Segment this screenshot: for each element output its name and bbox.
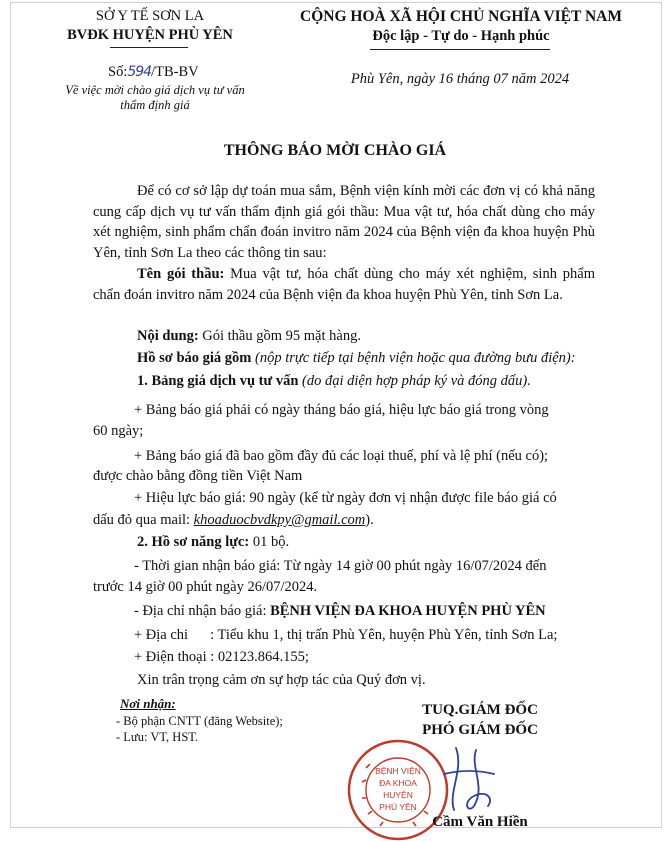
place-date: Phù Yên, ngày 16 tháng 07 năm 2024 <box>350 71 570 87</box>
seal-line: PHÙ YÊN <box>379 802 417 812</box>
package-label: Tên gói thầu: <box>137 266 225 282</box>
motto-underline <box>370 49 550 50</box>
recipients-title: Nơi nhận: <box>120 696 176 711</box>
bullet3-suffix: ). <box>365 512 374 528</box>
content-line <box>137 328 361 345</box>
item1-note: (do đại diện hợp pháp ký và đóng dấu). <box>298 373 531 389</box>
item2-label: 2. Hồ sơ năng lực: <box>137 534 250 550</box>
signer-name: Cầm Văn Hiền <box>432 814 528 830</box>
addr-value: : Tiểu khu 1, thị trấn Phù Yên, huyện Phù Yên, tỉnh Sơn La; <box>210 627 558 643</box>
intro-paragraph <box>93 181 595 263</box>
dossier-line <box>137 350 576 367</box>
address-label: - Địa chỉ nhận báo giá: <box>134 603 271 619</box>
seal-line: HUYỆN <box>383 790 413 800</box>
bullet3-line-b <box>93 512 374 529</box>
agency-name: SỞ Y TẾ SƠN LA <box>95 8 205 24</box>
addr-label: + Địa chi <box>134 627 189 643</box>
time-line-a: - Thời gian nhận báo giá: Từ ngày 14 giờ 00 phút ngày 16/07/2024 đến <box>134 558 547 574</box>
bullet1-line-a: + Bảng báo giá phải có ngày tháng báo giá, hiệu lực báo giá trong vòng <box>134 402 549 418</box>
handwritten-signature <box>434 740 504 816</box>
dossier-note: (nộp trực tiếp tại bệnh viện hoặc qua đường bưu điện): <box>251 350 576 366</box>
intro-text: Để có cơ sở lập dự toán mua sắm, Bệnh viện kính mời các đơn vị có khả năng cung cấp dịch vụ tư vấn thẩm định giá gói thầu: Mua vật tư, hóa chất dùng cho máy xét nghiệm, sinh phẩm chẩn đoán invitro năm 2024 của Bệnh viện đa khoa huyện Phù Yên, tỉnh Sơn La theo các thông tin sau: <box>93 183 595 261</box>
bullet2-line-a: + Bảng báo giá đã bao gồm đầy đủ các loại thuế, phí và lệ phí (nếu có); <box>134 448 549 464</box>
recipient-item: - Bộ phận CNTT (đăng Website); <box>116 714 283 728</box>
nation-title: CỘNG HOÀ XÃ HỘI CHỦ NGHĨA VIỆT NAM <box>300 8 622 25</box>
doc-no-suffix: /TB-BV <box>151 64 199 80</box>
subject-line-2: thẩm định giá <box>120 98 190 112</box>
dossier-label: Hồ sơ báo giá gồm <box>137 350 252 366</box>
content-label: Nội dung: <box>137 328 199 344</box>
bullet1-line-b: 60 ngày; <box>93 423 144 439</box>
item2-text: 01 bộ. <box>249 534 290 550</box>
item2-line <box>137 534 289 551</box>
signature-title-1: TUQ.GIÁM ĐỐC <box>422 702 538 718</box>
thanks-line: Xin trân trọng cảm ơn sự hợp tác của Quý đơn vị. <box>137 672 426 688</box>
item1-label: 1. Bảng giá dịch vụ tư vấn <box>137 373 299 389</box>
motto: Độc lập - Tự do - Hạnh phúc <box>372 28 550 44</box>
seal-line: BỆNH VIỆN <box>375 766 421 776</box>
doc-no-prefix: Số: <box>108 64 128 80</box>
document-title: THÔNG BÁO MỜI CHÀO GIÁ <box>223 142 447 159</box>
phone-line: + Điện thoại : 02123.864.155; <box>134 649 309 665</box>
signature-stroke <box>444 748 494 810</box>
document-number <box>108 64 199 81</box>
bullet2-line-b: được chào bằng đồng tiền Việt Nam <box>93 468 303 484</box>
content-text: Gói thầu gồm 95 mặt hàng. <box>198 328 361 344</box>
seal-line: ĐA KHOA <box>379 778 417 788</box>
subject-line-1: Về việc mời chào giá dịch vụ tư vấn <box>65 83 245 97</box>
addr-detail-line <box>134 627 557 644</box>
bullet3-prefix: dấu đỏ qua mail: <box>93 512 194 528</box>
email-link[interactable]: khoaduocbvdkpy@gmail.com <box>193 512 366 528</box>
package-text: Mua vật tư, hóa chất dùng cho máy xét nghiệm, sinh phẩm chẩn đoán invitro năm 2024 của Bệnh viện đa khoa huyện Phù Yên, tỉnh Sơn La. <box>93 266 595 303</box>
package-paragraph <box>93 264 595 305</box>
doc-no-handwritten: 594 <box>127 64 152 80</box>
signature-title-2: PHÓ GIÁM ĐỐC <box>422 722 538 738</box>
hospital-underline <box>110 47 188 48</box>
bullet3-line-a: + Hiệu lực báo giá: 90 ngày (kể từ ngày đơn vị nhận được file báo giá có <box>134 490 557 506</box>
time-line-b: trước 14 giờ 00 phút ngày 26/07/2024. <box>93 579 318 595</box>
package-info <box>93 264 595 305</box>
address-name: BỆNH VIỆN ĐA KHOA HUYỆN PHÙ YÊN <box>270 603 546 619</box>
item1-line <box>137 373 531 390</box>
recipient-item: - Lưu: VT, HST. <box>116 730 199 744</box>
address-line <box>134 603 546 620</box>
hospital-name: BVĐK HUYỆN PHÙ YÊN <box>67 27 233 43</box>
